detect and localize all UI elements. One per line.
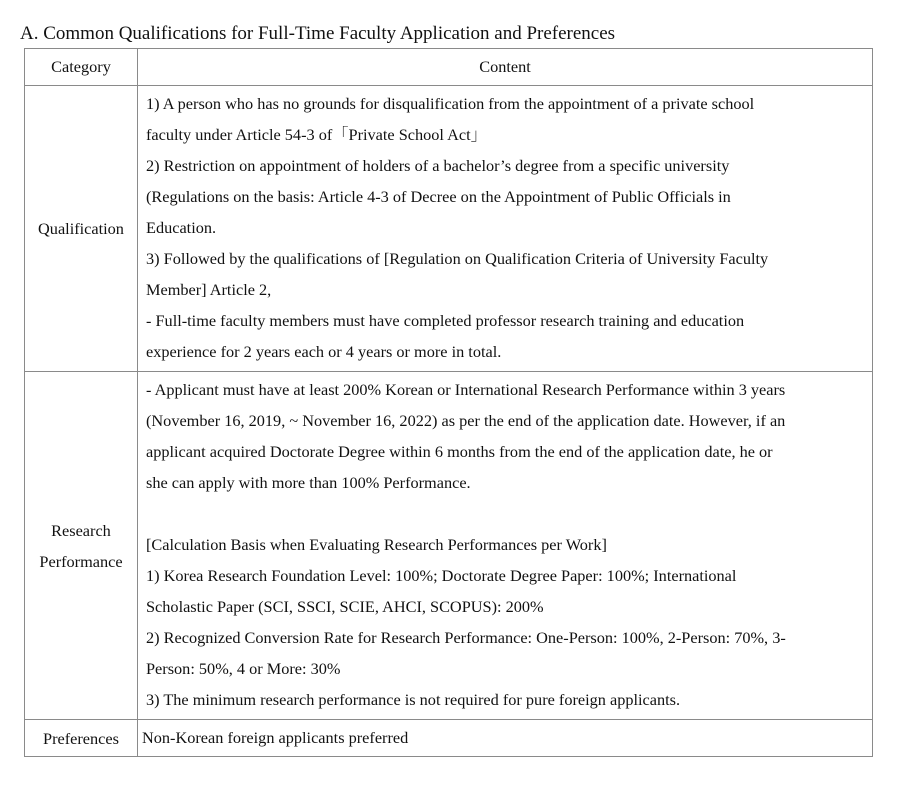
category-qualification: Qualification — [25, 86, 138, 372]
research-line: Person: 50%, 4 or More: 30% — [146, 659, 341, 678]
category-research-performance — [25, 372, 138, 720]
research-line: 2) Recognized Conversion Rate for Research Performance: One-Person: 100%, 2-Person: 70%, 3- — [146, 628, 786, 647]
category-line: Research — [51, 520, 111, 540]
category-preferences: Preferences — [25, 720, 138, 757]
qualification-line: Member] Article 2, — [146, 280, 272, 299]
research-line: 3) The minimum research performance is not required for pure foreign applicants. — [146, 690, 681, 709]
research-line: she can apply with more than 100% Performance. — [146, 473, 471, 492]
qualification-line: 3) Followed by the qualifications of [Regulation on Qualification Criteria of University Faculty — [146, 249, 769, 268]
qualification-line: (Regulations on the basis: Article 4-3 of Decree on the Appointment of Public Officials in — [146, 187, 731, 206]
qualification-line: experience for 2 years each or 4 years or more in total. — [146, 342, 502, 361]
blank-line — [146, 498, 866, 529]
research-line: applicant acquired Doctorate Degree within 6 months from the end of the application date, he or — [146, 442, 773, 461]
research-line: - Applicant must have at least 200% Korean or International Research Performance within 3 years — [146, 380, 786, 399]
table-header-row — [25, 49, 873, 86]
page-title: A. Common Qualifications for Full-Time Faculty Application and Preferences — [20, 23, 616, 44]
preferences-text: Non-Korean foreign applicants preferred — [142, 728, 409, 747]
research-line: [Calculation Basis when Evaluating Research Performances per Work] — [146, 535, 607, 554]
content-preferences — [138, 720, 873, 757]
category-line: Performance — [39, 551, 123, 571]
table-row-research-performance — [25, 372, 873, 720]
qualification-line: - Full-time faculty members must have completed professor research training and education — [146, 311, 745, 330]
qualifications-table — [24, 48, 873, 757]
content-research-performance — [138, 372, 873, 720]
header-content: Content — [138, 49, 873, 86]
table-row-preferences — [25, 720, 873, 757]
research-line: Scholastic Paper (SCI, SSCI, SCIE, AHCI, SCOPUS): 200% — [146, 597, 544, 616]
research-line: 1) Korea Research Foundation Level: 100%; Doctorate Degree Paper: 100%; International — [146, 566, 737, 585]
research-line: (November 16, 2019, ~ November 16, 2022) as per the end of the application date. However, if an — [146, 411, 786, 430]
table-row-qualification — [25, 86, 873, 372]
qualification-line: 2) Restriction on appointment of holders of a bachelor’s degree from a specific university — [146, 156, 730, 175]
content-qualification — [138, 86, 873, 372]
qualification-line: 1) A person who has no grounds for disqualification from the appointment of a private school — [146, 94, 755, 113]
qualification-line: Education. — [146, 218, 217, 237]
qualification-line: faculty under Article 54-3 of「Private School Act」 — [146, 125, 487, 144]
header-category: Category — [25, 49, 138, 86]
